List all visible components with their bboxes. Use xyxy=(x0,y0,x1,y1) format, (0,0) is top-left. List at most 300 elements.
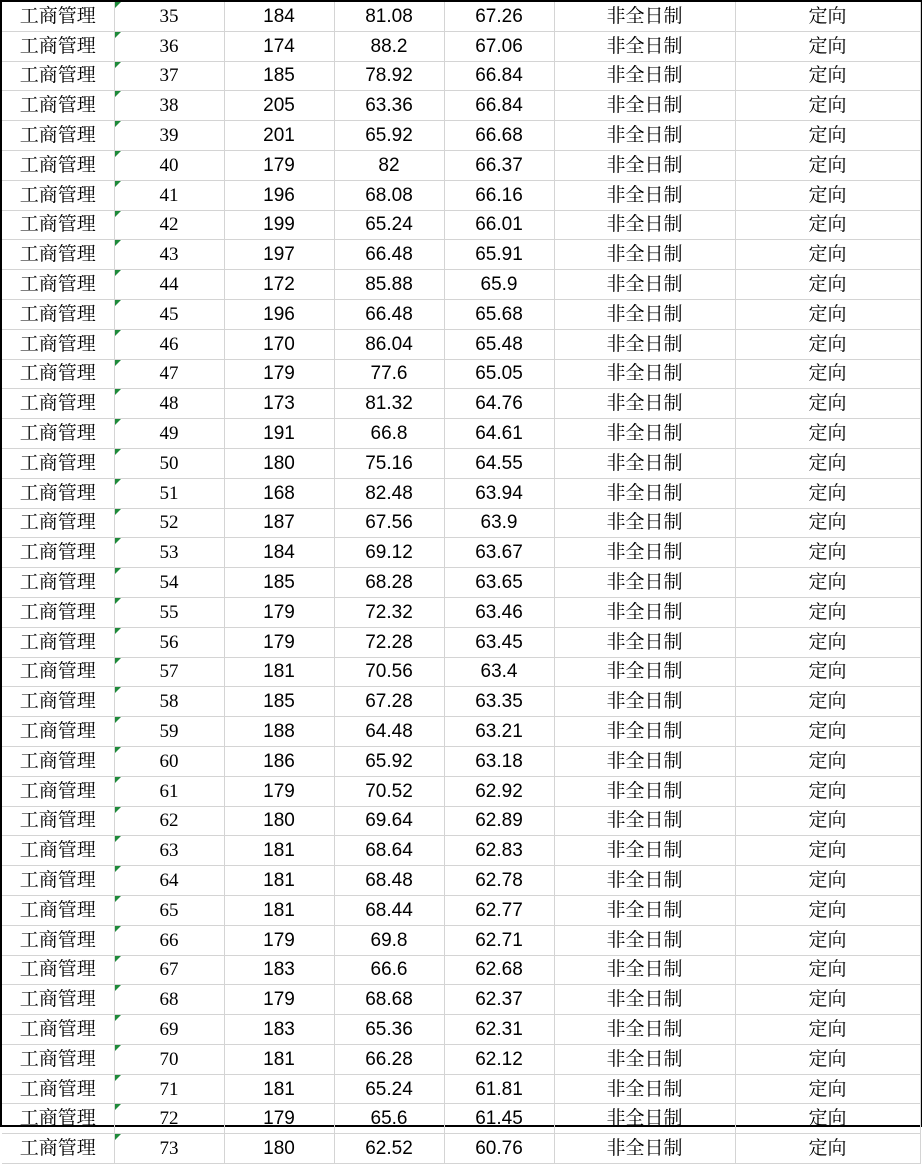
direction-cell[interactable] xyxy=(735,150,920,180)
score-cell-1[interactable] xyxy=(224,270,334,300)
score-cell-1[interactable] xyxy=(224,538,334,568)
major-cell[interactable] xyxy=(2,2,114,31)
score-cell-1[interactable] xyxy=(224,597,334,627)
score-cell-2-text: 65.92 xyxy=(365,750,413,772)
rank-cell[interactable] xyxy=(114,299,224,329)
direction-cell[interactable] xyxy=(735,1074,920,1104)
study-type-cell[interactable] xyxy=(554,627,735,657)
score-cell-3[interactable] xyxy=(444,91,554,121)
score-cell-3[interactable] xyxy=(444,538,554,568)
study-type-cell[interactable] xyxy=(554,746,735,776)
score-cell-1[interactable] xyxy=(224,240,334,270)
score-cell-1[interactable] xyxy=(224,776,334,806)
rank-cell[interactable] xyxy=(114,717,224,747)
rank-cell[interactable] xyxy=(114,627,224,657)
rank-cell[interactable] xyxy=(114,478,224,508)
direction-cell[interactable] xyxy=(735,568,920,598)
score-cell-1[interactable] xyxy=(224,925,334,955)
score-cell-3[interactable] xyxy=(444,597,554,627)
study-type-cell-text: 非全日制 xyxy=(606,153,683,176)
rank-cell[interactable] xyxy=(114,359,224,389)
score-cell-3[interactable] xyxy=(444,419,554,449)
direction-cell[interactable] xyxy=(735,31,920,61)
score-cell-1[interactable] xyxy=(224,568,334,598)
score-cell-2[interactable] xyxy=(334,210,444,240)
study-type-cell-text: 非全日制 xyxy=(606,1077,683,1100)
major-cell[interactable] xyxy=(2,121,114,151)
score-cell-2[interactable] xyxy=(334,91,444,121)
study-type-cell[interactable] xyxy=(554,150,735,180)
rank-cell[interactable] xyxy=(114,150,224,180)
score-cell-2-text: 77.6 xyxy=(370,363,408,385)
rank-cell-text: 44 xyxy=(159,274,179,296)
score-cell-1[interactable] xyxy=(224,985,334,1015)
score-cell-2[interactable] xyxy=(334,329,444,359)
text-number-indicator-icon xyxy=(115,419,121,425)
score-cell-3[interactable] xyxy=(444,866,554,896)
study-type-cell[interactable] xyxy=(554,1104,735,1134)
score-cell-1[interactable] xyxy=(224,1044,334,1074)
rank-cell-text: 69 xyxy=(159,1018,179,1040)
direction-cell[interactable] xyxy=(735,419,920,449)
score-cell-2[interactable] xyxy=(334,1104,444,1134)
major-cell[interactable] xyxy=(2,717,114,747)
major-cell[interactable] xyxy=(2,568,114,598)
score-cell-1[interactable] xyxy=(224,508,334,538)
study-type-cell[interactable] xyxy=(554,270,735,300)
study-type-cell[interactable] xyxy=(554,776,735,806)
major-cell[interactable] xyxy=(2,1015,114,1045)
rank-cell[interactable] xyxy=(114,895,224,925)
major-cell[interactable] xyxy=(2,359,114,389)
major-cell[interactable] xyxy=(2,180,114,210)
score-cell-1[interactable] xyxy=(224,91,334,121)
score-cell-3[interactable] xyxy=(444,806,554,836)
score-cell-1[interactable] xyxy=(224,955,334,985)
score-cell-1[interactable] xyxy=(224,31,334,61)
score-cell-2[interactable] xyxy=(334,836,444,866)
score-cell-3[interactable] xyxy=(444,657,554,687)
score-cell-3[interactable] xyxy=(444,121,554,151)
study-type-cell[interactable] xyxy=(554,1074,735,1104)
rank-cell[interactable] xyxy=(114,448,224,478)
score-cell-1[interactable] xyxy=(224,419,334,449)
score-cell-3[interactable] xyxy=(444,568,554,598)
score-cell-1[interactable] xyxy=(224,746,334,776)
major-cell[interactable] xyxy=(2,329,114,359)
study-type-cell[interactable] xyxy=(554,359,735,389)
rank-cell[interactable] xyxy=(114,776,224,806)
study-type-cell[interactable] xyxy=(554,955,735,985)
study-type-cell[interactable] xyxy=(554,717,735,747)
rank-cell[interactable] xyxy=(114,329,224,359)
rank-cell[interactable] xyxy=(114,866,224,896)
score-cell-2[interactable] xyxy=(334,389,444,419)
score-cell-2[interactable] xyxy=(334,955,444,985)
rank-cell[interactable] xyxy=(114,1044,224,1074)
major-cell[interactable] xyxy=(2,91,114,121)
direction-cell[interactable] xyxy=(735,836,920,866)
direction-cell[interactable] xyxy=(735,240,920,270)
direction-cell-text: 定向 xyxy=(808,749,847,772)
major-cell[interactable] xyxy=(2,746,114,776)
direction-cell[interactable] xyxy=(735,359,920,389)
major-cell[interactable] xyxy=(2,150,114,180)
score-cell-3[interactable] xyxy=(444,448,554,478)
score-cell-2[interactable] xyxy=(334,1044,444,1074)
score-cell-1-text: 183 xyxy=(263,959,295,981)
score-cell-2[interactable] xyxy=(334,478,444,508)
direction-cell[interactable] xyxy=(735,806,920,836)
score-cell-2[interactable] xyxy=(334,687,444,717)
study-type-cell[interactable] xyxy=(554,866,735,896)
direction-cell[interactable] xyxy=(735,1104,920,1134)
study-type-cell[interactable] xyxy=(554,836,735,866)
study-type-cell[interactable] xyxy=(554,1134,735,1164)
direction-cell[interactable] xyxy=(735,1134,920,1164)
rank-cell[interactable] xyxy=(114,955,224,985)
direction-cell-text: 定向 xyxy=(808,600,847,623)
score-cell-2[interactable] xyxy=(334,1134,444,1164)
direction-cell-text: 定向 xyxy=(808,1107,847,1130)
study-type-cell[interactable] xyxy=(554,568,735,598)
direction-cell[interactable] xyxy=(735,210,920,240)
score-cell-3[interactable] xyxy=(444,895,554,925)
score-cell-3[interactable] xyxy=(444,2,554,31)
score-cell-2[interactable] xyxy=(334,806,444,836)
direction-cell[interactable] xyxy=(735,180,920,210)
score-cell-1[interactable] xyxy=(224,657,334,687)
major-cell[interactable] xyxy=(2,627,114,657)
study-type-cell[interactable] xyxy=(554,895,735,925)
score-cell-2[interactable] xyxy=(334,448,444,478)
major-cell[interactable] xyxy=(2,866,114,896)
direction-cell[interactable] xyxy=(735,91,920,121)
score-cell-1[interactable] xyxy=(224,2,334,31)
score-cell-3[interactable] xyxy=(444,150,554,180)
rank-cell[interactable] xyxy=(114,836,224,866)
study-type-cell[interactable] xyxy=(554,1044,735,1074)
major-cell[interactable] xyxy=(2,687,114,717)
major-cell[interactable] xyxy=(2,210,114,240)
study-type-cell[interactable] xyxy=(554,329,735,359)
direction-cell[interactable] xyxy=(735,985,920,1015)
score-cell-3[interactable] xyxy=(444,925,554,955)
study-type-cell[interactable] xyxy=(554,2,735,31)
rank-cell[interactable] xyxy=(114,746,224,776)
score-cell-3[interactable] xyxy=(444,1015,554,1045)
score-cell-1[interactable] xyxy=(224,478,334,508)
rank-cell[interactable] xyxy=(114,180,224,210)
score-cell-2[interactable] xyxy=(334,299,444,329)
direction-cell[interactable] xyxy=(735,538,920,568)
score-cell-2[interactable] xyxy=(334,776,444,806)
rank-cell[interactable] xyxy=(114,1074,224,1104)
study-type-cell[interactable] xyxy=(554,448,735,478)
major-cell[interactable] xyxy=(2,1134,114,1164)
direction-cell-text: 定向 xyxy=(808,1047,847,1070)
score-cell-3[interactable] xyxy=(444,270,554,300)
rank-cell[interactable] xyxy=(114,270,224,300)
study-type-cell[interactable] xyxy=(554,419,735,449)
score-cell-2[interactable] xyxy=(334,866,444,896)
score-cell-3[interactable] xyxy=(444,687,554,717)
major-cell[interactable] xyxy=(2,61,114,91)
score-cell-1[interactable] xyxy=(224,1134,334,1164)
major-cell[interactable] xyxy=(2,1074,114,1104)
direction-cell[interactable] xyxy=(735,746,920,776)
score-cell-2[interactable] xyxy=(334,657,444,687)
direction-cell[interactable] xyxy=(735,121,920,151)
rank-cell[interactable] xyxy=(114,1104,224,1134)
rank-cell[interactable] xyxy=(114,1134,224,1164)
direction-cell[interactable] xyxy=(735,1015,920,1045)
score-cell-1[interactable] xyxy=(224,687,334,717)
direction-cell-text: 定向 xyxy=(808,1137,847,1160)
score-cell-1[interactable] xyxy=(224,299,334,329)
study-type-cell[interactable] xyxy=(554,478,735,508)
score-cell-2[interactable] xyxy=(334,746,444,776)
score-cell-3[interactable] xyxy=(444,717,554,747)
score-cell-2[interactable] xyxy=(334,240,444,270)
score-cell-1[interactable] xyxy=(224,389,334,419)
direction-cell[interactable] xyxy=(735,508,920,538)
direction-cell[interactable] xyxy=(735,61,920,91)
score-cell-2[interactable] xyxy=(334,1015,444,1045)
score-cell-2[interactable] xyxy=(334,1074,444,1104)
score-cell-1[interactable] xyxy=(224,866,334,896)
score-cell-2[interactable] xyxy=(334,538,444,568)
score-cell-2[interactable] xyxy=(334,627,444,657)
rank-cell[interactable] xyxy=(114,657,224,687)
direction-cell[interactable] xyxy=(735,299,920,329)
score-cell-2[interactable] xyxy=(334,61,444,91)
score-cell-2[interactable] xyxy=(334,717,444,747)
score-cell-1[interactable] xyxy=(224,448,334,478)
direction-cell[interactable] xyxy=(735,687,920,717)
rank-cell[interactable] xyxy=(114,31,224,61)
score-cell-3[interactable] xyxy=(444,61,554,91)
score-cell-3-text: 65.9 xyxy=(480,274,518,296)
study-type-cell[interactable] xyxy=(554,389,735,419)
score-cell-2[interactable] xyxy=(334,2,444,31)
rank-cell[interactable] xyxy=(114,538,224,568)
study-type-cell[interactable] xyxy=(554,31,735,61)
score-cell-3[interactable] xyxy=(444,329,554,359)
score-cell-1[interactable] xyxy=(224,806,334,836)
major-cell[interactable] xyxy=(2,836,114,866)
study-type-cell[interactable] xyxy=(554,687,735,717)
score-cell-1[interactable] xyxy=(224,1104,334,1134)
direction-cell-text: 定向 xyxy=(808,779,847,802)
major-cell[interactable] xyxy=(2,657,114,687)
major-cell[interactable] xyxy=(2,31,114,61)
direction-cell[interactable] xyxy=(735,597,920,627)
score-cell-1[interactable] xyxy=(224,895,334,925)
study-type-cell[interactable] xyxy=(554,240,735,270)
direction-cell[interactable] xyxy=(735,1044,920,1074)
rank-cell-text: 51 xyxy=(159,482,179,504)
rank-cell[interactable] xyxy=(114,2,224,31)
rank-cell[interactable] xyxy=(114,806,224,836)
rank-cell[interactable] xyxy=(114,240,224,270)
score-cell-1[interactable] xyxy=(224,329,334,359)
score-cell-1[interactable] xyxy=(224,836,334,866)
score-cell-3[interactable] xyxy=(444,955,554,985)
major-cell[interactable] xyxy=(2,925,114,955)
score-cell-3[interactable] xyxy=(444,836,554,866)
score-cell-1[interactable] xyxy=(224,180,334,210)
score-cell-3[interactable] xyxy=(444,1104,554,1134)
score-cell-2[interactable] xyxy=(334,597,444,627)
score-cell-1[interactable] xyxy=(224,359,334,389)
direction-cell[interactable] xyxy=(735,866,920,896)
direction-cell[interactable] xyxy=(735,776,920,806)
score-cell-3[interactable] xyxy=(444,627,554,657)
rank-cell[interactable] xyxy=(114,985,224,1015)
score-cell-2[interactable] xyxy=(334,180,444,210)
study-type-cell[interactable] xyxy=(554,508,735,538)
study-type-cell[interactable] xyxy=(554,985,735,1015)
rank-cell[interactable] xyxy=(114,568,224,598)
study-type-cell[interactable] xyxy=(554,538,735,568)
study-type-cell[interactable] xyxy=(554,210,735,240)
score-cell-3[interactable] xyxy=(444,1044,554,1074)
major-cell[interactable] xyxy=(2,985,114,1015)
study-type-cell[interactable] xyxy=(554,61,735,91)
direction-cell[interactable] xyxy=(735,627,920,657)
major-cell[interactable] xyxy=(2,389,114,419)
score-cell-3[interactable] xyxy=(444,746,554,776)
major-cell[interactable] xyxy=(2,955,114,985)
score-cell-3-text: 64.55 xyxy=(475,452,523,474)
rank-cell[interactable] xyxy=(114,121,224,151)
score-cell-3[interactable] xyxy=(444,240,554,270)
rank-cell[interactable] xyxy=(114,210,224,240)
text-number-indicator-icon xyxy=(115,2,121,8)
score-cell-2[interactable] xyxy=(334,359,444,389)
score-cell-2[interactable] xyxy=(334,925,444,955)
score-cell-2[interactable] xyxy=(334,31,444,61)
major-cell[interactable] xyxy=(2,448,114,478)
major-cell[interactable] xyxy=(2,508,114,538)
direction-cell[interactable] xyxy=(735,389,920,419)
score-cell-1[interactable] xyxy=(224,717,334,747)
table-row xyxy=(2,61,920,91)
score-cell-3[interactable] xyxy=(444,299,554,329)
score-cell-1[interactable] xyxy=(224,121,334,151)
major-cell[interactable] xyxy=(2,299,114,329)
score-cell-1[interactable] xyxy=(224,210,334,240)
score-cell-2[interactable] xyxy=(334,419,444,449)
direction-cell[interactable] xyxy=(735,270,920,300)
major-cell[interactable] xyxy=(2,776,114,806)
score-cell-3[interactable] xyxy=(444,389,554,419)
rank-cell[interactable] xyxy=(114,61,224,91)
score-cell-2[interactable] xyxy=(334,270,444,300)
direction-cell[interactable] xyxy=(735,657,920,687)
rank-cell[interactable] xyxy=(114,687,224,717)
score-cell-3-text: 63.45 xyxy=(475,631,523,653)
study-type-cell[interactable] xyxy=(554,1015,735,1045)
major-cell-text: 工商管理 xyxy=(19,600,96,623)
major-cell[interactable] xyxy=(2,597,114,627)
rank-cell[interactable] xyxy=(114,91,224,121)
score-cell-1[interactable] xyxy=(224,61,334,91)
direction-cell[interactable] xyxy=(735,478,920,508)
direction-cell[interactable] xyxy=(735,895,920,925)
direction-cell[interactable] xyxy=(735,448,920,478)
score-cell-3[interactable] xyxy=(444,180,554,210)
rank-cell[interactable] xyxy=(114,389,224,419)
study-type-cell[interactable] xyxy=(554,806,735,836)
score-cell-3[interactable] xyxy=(444,478,554,508)
study-type-cell[interactable] xyxy=(554,299,735,329)
study-type-cell[interactable] xyxy=(554,91,735,121)
major-cell[interactable] xyxy=(2,270,114,300)
direction-cell[interactable] xyxy=(735,717,920,747)
score-cell-3[interactable] xyxy=(444,1134,554,1164)
score-cell-3[interactable] xyxy=(444,776,554,806)
rank-cell[interactable] xyxy=(114,925,224,955)
major-cell[interactable] xyxy=(2,419,114,449)
major-cell[interactable] xyxy=(2,1104,114,1134)
score-cell-2[interactable] xyxy=(334,568,444,598)
score-cell-3[interactable] xyxy=(444,508,554,538)
study-type-cell[interactable] xyxy=(554,925,735,955)
score-cell-3[interactable] xyxy=(444,210,554,240)
study-type-cell[interactable] xyxy=(554,657,735,687)
score-cell-2[interactable] xyxy=(334,985,444,1015)
study-type-cell[interactable] xyxy=(554,121,735,151)
text-number-indicator-icon xyxy=(115,62,121,68)
rank-cell[interactable] xyxy=(114,508,224,538)
score-cell-2[interactable] xyxy=(334,508,444,538)
score-cell-1-text: 183 xyxy=(263,1018,295,1040)
direction-cell[interactable] xyxy=(735,925,920,955)
major-cell[interactable] xyxy=(2,240,114,270)
score-cell-3[interactable] xyxy=(444,31,554,61)
direction-cell[interactable] xyxy=(735,2,920,31)
score-cell-1[interactable] xyxy=(224,627,334,657)
major-cell[interactable] xyxy=(2,1044,114,1074)
score-cell-3[interactable] xyxy=(444,1074,554,1104)
rank-cell[interactable] xyxy=(114,1015,224,1045)
score-cell-3[interactable] xyxy=(444,359,554,389)
score-cell-3[interactable] xyxy=(444,985,554,1015)
score-cell-1[interactable] xyxy=(224,1015,334,1045)
major-cell[interactable] xyxy=(2,806,114,836)
major-cell[interactable] xyxy=(2,478,114,508)
rank-cell[interactable] xyxy=(114,597,224,627)
direction-cell[interactable] xyxy=(735,329,920,359)
score-cell-1[interactable] xyxy=(224,150,334,180)
rank-cell-text: 54 xyxy=(159,572,179,594)
score-cell-2[interactable] xyxy=(334,121,444,151)
direction-cell[interactable] xyxy=(735,955,920,985)
study-type-cell[interactable] xyxy=(554,180,735,210)
major-cell[interactable] xyxy=(2,538,114,568)
score-cell-1-text: 181 xyxy=(263,840,295,862)
major-cell[interactable] xyxy=(2,895,114,925)
table-row xyxy=(2,568,920,598)
score-cell-2[interactable] xyxy=(334,895,444,925)
study-type-cell[interactable] xyxy=(554,597,735,627)
score-cell-2[interactable] xyxy=(334,150,444,180)
rank-cell[interactable] xyxy=(114,419,224,449)
score-cell-1[interactable] xyxy=(224,1074,334,1104)
study-type-cell-text: 非全日制 xyxy=(606,958,683,981)
